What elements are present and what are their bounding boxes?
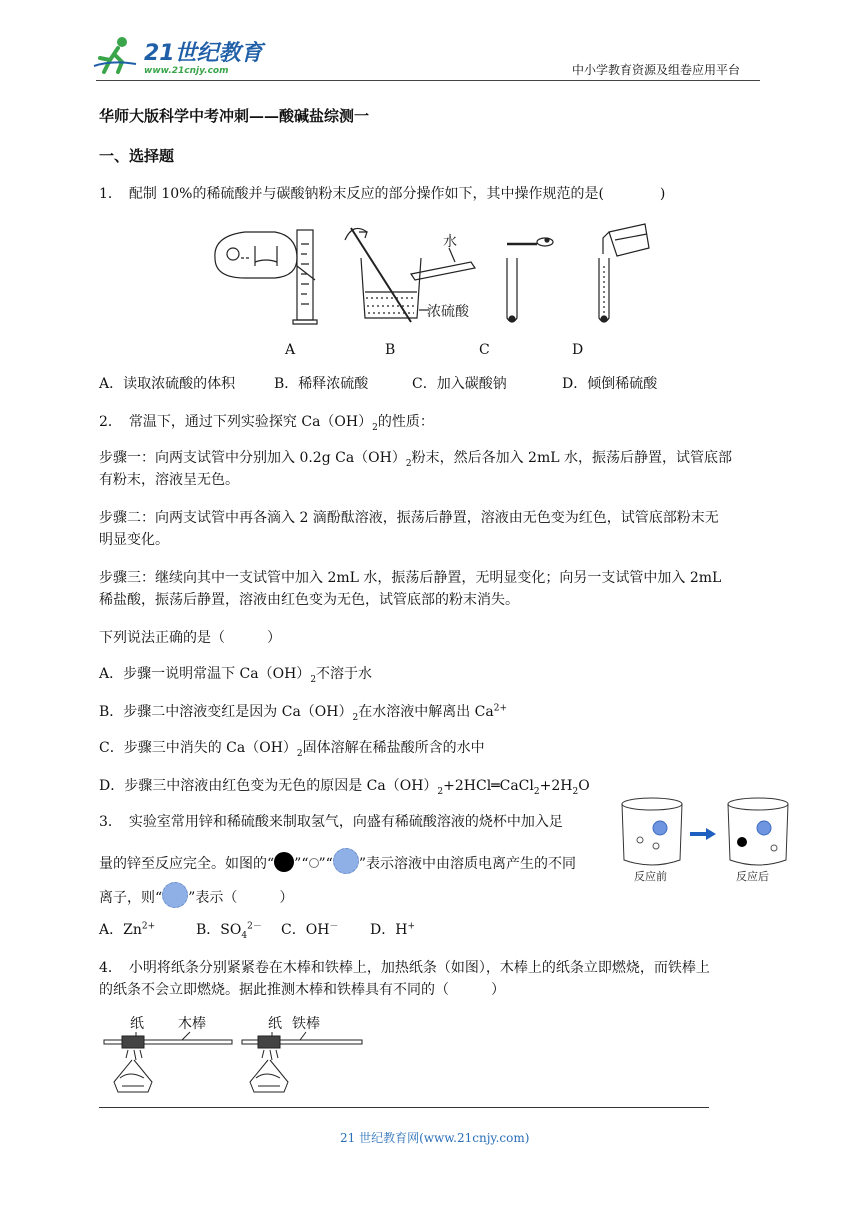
q1-figure <box>205 218 665 330</box>
fig-label-c: C <box>479 342 490 358</box>
label-iron: 铁棒 <box>292 1016 320 1032</box>
fig-a-cylinder <box>215 230 317 324</box>
q2-option-d: D．步骤三中溶液由红色变为无色的原因是 $Ca(OH)_2+2HCl═CaCl_2+2H_2O$ <box>99 778 590 797</box>
footer-text: 21 世纪教育网(www.21cnjy.com) <box>340 1131 530 1145</box>
header-right-text: 中小学教育资源及组卷应用平台 <box>572 63 741 77</box>
beaker-before <box>622 798 682 865</box>
q1-option-c: C．加入碳酸钠 <box>412 376 507 392</box>
header <box>0 0 860 82</box>
label-after: 反应后 <box>736 870 769 883</box>
fig-d-pouring <box>599 224 649 322</box>
footer-divider <box>99 1107 709 1108</box>
q3-option-a: A．$Zn^{2+}$ <box>99 921 156 938</box>
q3-line3: 离子，则“ ”表示（ ） <box>99 882 293 908</box>
doc-title: 华师大版科学中考冲刺——酸碱盐综测一 <box>99 107 370 125</box>
q2-step3-line1: 步骤三：继续向其中一支试管中加入 2mL 水，振荡后静置，无明显变化；向另一支试管中加入 2mL <box>99 570 722 586</box>
q2-option-b: B．步骤二中溶液变红是因为 $Ca(OH)_2$在水溶液中解离出 $Ca^{2+}$ <box>99 703 508 723</box>
label-paper-1: 纸 <box>130 1016 144 1032</box>
q3-option-c: C．OH－ <box>281 921 339 938</box>
setup-iron <box>242 1032 362 1092</box>
q3-line2: 量的锌至反应完全。如图的“ ”“ ”“ ”表示溶液中由溶质电离产生的不同 <box>99 848 576 874</box>
label-paper-2: 纸 <box>268 1016 282 1032</box>
q2-step2-line1: 步骤二：向两支试管中再各滴入 2 滴酚酞溶液，振荡后静置，溶液由无色变为红色，试管底部粉末无 <box>99 510 719 526</box>
fig-label-a: A <box>285 342 296 358</box>
setup-wood <box>104 1032 232 1092</box>
blue-ion-icon <box>162 882 188 908</box>
q3-option-d: D．H+ <box>370 921 415 938</box>
label-wood: 木棒 <box>178 1016 206 1032</box>
q4-figure <box>100 1012 368 1098</box>
label-before: 反应前 <box>634 870 667 883</box>
q4-line1: 4． 小明将纸条分别紧紧卷在木棒和铁棒上，加热纸条（如图），木棒上的纸条立即燃烧，而铁棒上 <box>99 960 710 976</box>
q1-option-a: A．读取浓硫酸的体积 <box>99 376 236 392</box>
q2-stem: 2． 常温下，通过下列实验探究 $Ca(OH)_2$的性质： <box>99 414 434 433</box>
logo-url-text: www.21cnjy.com <box>144 66 229 76</box>
q3-option-b: B．$SO_4^{2-}$ <box>196 921 262 941</box>
q1-option-b: B．稀释浓硫酸 <box>274 376 369 392</box>
q1-stem: 1． 配制 10%的稀硫酸并与碳酸钠粉末反应的部分操作如下，其中操作规范的是( ) <box>99 186 666 202</box>
arrow-right-icon <box>690 828 716 840</box>
small-ion-icon <box>309 858 319 868</box>
q2-ask: 下列说法正确的是（ ） <box>99 630 281 646</box>
fig-c-test-tube <box>507 238 553 322</box>
q2-step3-line2: 稀盐酸，振荡后静置，溶液由红色变为无色，试管底部的粉末消失。 <box>99 592 519 608</box>
q4-line2: 的纸条不会立即燃烧。据此推测木棒和铁棒具有不同的（ ） <box>99 982 505 998</box>
logo-icon <box>92 36 142 76</box>
fig-label-d: D <box>572 342 584 358</box>
q3-figure <box>618 794 800 888</box>
header-divider <box>96 80 760 81</box>
blue-ion-icon <box>333 848 359 874</box>
q2-step2-line2: 明显变化。 <box>99 532 169 548</box>
fig-label-b: B <box>385 342 396 358</box>
q2-option-a: A．步骤一说明常温下 $Ca(OH)_2$不溶于水 <box>99 666 373 685</box>
q2-step1-line1: 步骤一：向两支试管中分别加入 0.2g $Ca(OH)_2$粉末，然后各加入 2mL 水，振荡后静置，试管底部 <box>99 450 732 469</box>
label-water: 水 <box>443 234 457 250</box>
black-ion-icon <box>274 852 294 872</box>
q1-option-d: D．倾倒稀硫酸 <box>562 376 658 392</box>
section-heading: 一、选择题 <box>99 147 175 165</box>
q2-step1-line2: 有粉末，溶液呈无色。 <box>99 472 239 488</box>
q2-option-c: C．步骤三中消失的 $Ca(OH)_2$固体溶解在稀盐酸所含的水中 <box>99 740 485 759</box>
q3-line1: 3． 实验室常用锌和稀硫酸来制取氢气，向盛有稀硫酸溶液的烧杯中加入足 <box>99 814 563 830</box>
label-conc-acid: 浓硫酸 <box>427 304 469 320</box>
logo-main-text: 21世纪教育 <box>144 41 263 66</box>
